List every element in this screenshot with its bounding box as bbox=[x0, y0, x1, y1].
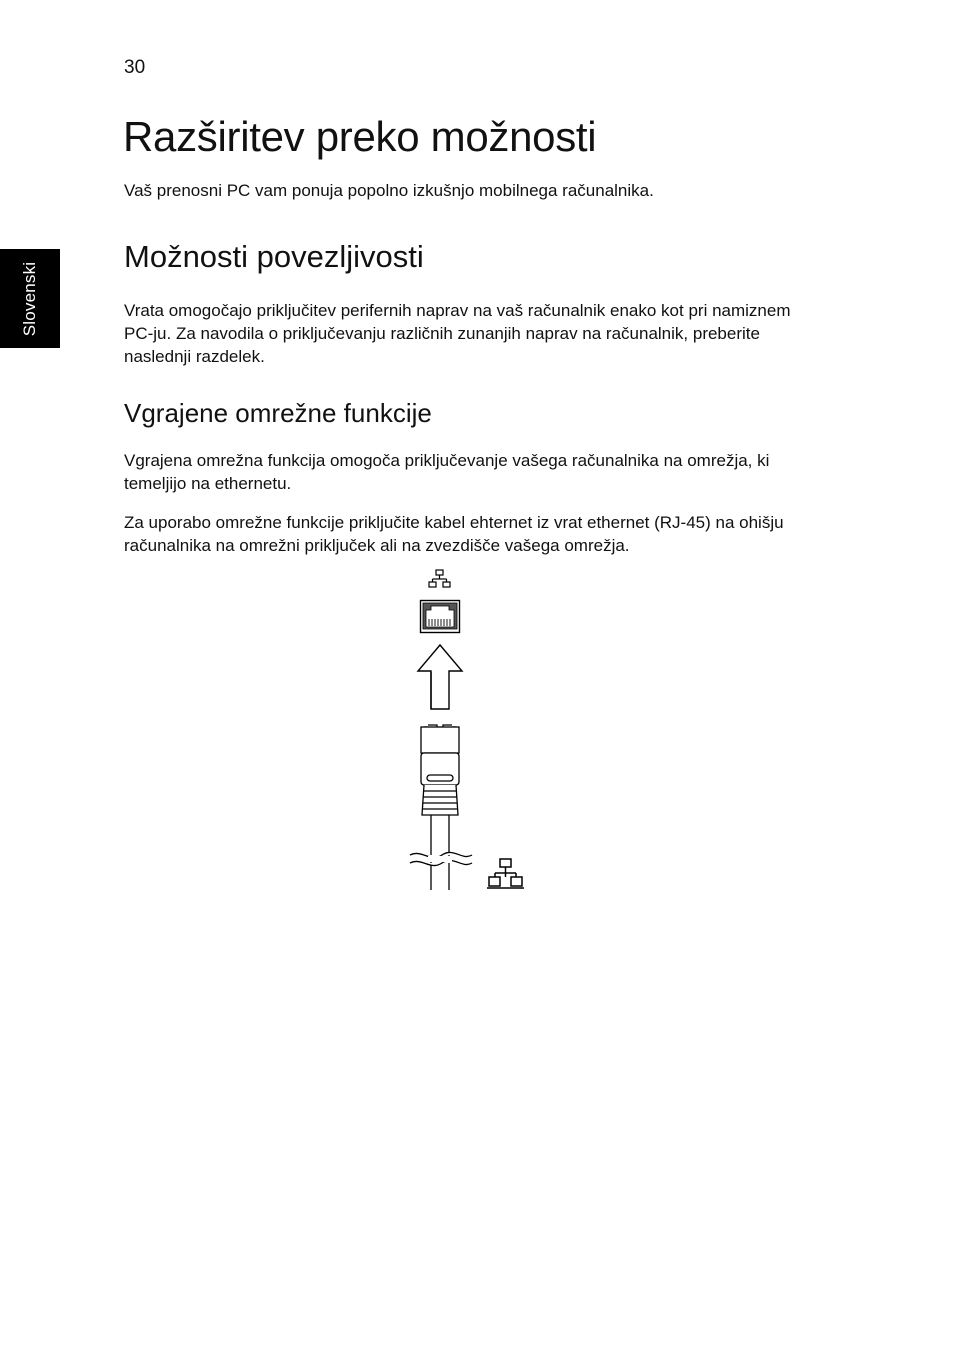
network-paragraph-1: Vgrajena omrežna funkcija omogoča priključevanje vašega računalnika na omrežja, ki temeljijo na ethernetu. bbox=[124, 451, 770, 493]
ethernet-port-icon bbox=[421, 601, 460, 633]
section-text: Vrata omogočajo priključitev perifernih naprav na vaš računalnik enako kot pri namiznem PC-ju. Za navodila o priključevanju različnih zunanjih naprav na računalnik, preberite naslednji razdelek. bbox=[124, 301, 791, 366]
subsection-heading: Vgrajene omrežne funkcije bbox=[124, 398, 432, 428]
arrow-up-icon bbox=[418, 645, 462, 709]
page-number: 30 bbox=[124, 57, 146, 78]
ethernet-connection-figure bbox=[400, 565, 540, 895]
page-title: Razširitev preko možnosti bbox=[123, 113, 597, 160]
rj45-plug-icon bbox=[410, 725, 472, 890]
network-icon bbox=[429, 570, 450, 587]
intro-text: Vaš prenosni PC vam ponuja popolno izkušnjo mobilnega računalnika. bbox=[124, 181, 654, 200]
language-side-tab bbox=[0, 249, 60, 348]
section-heading: Možnosti povezljivosti bbox=[124, 239, 424, 274]
network-icon bbox=[487, 859, 524, 888]
network-paragraph-2: Za uporabo omrežne funkcije priključite kabel ehternet iz vrat ethernet (RJ-45) na ohišju računalnika na omrežni priključek ali na zvezdišče vašega omrežja. bbox=[124, 513, 784, 555]
language-label: Slovenski bbox=[20, 261, 39, 337]
